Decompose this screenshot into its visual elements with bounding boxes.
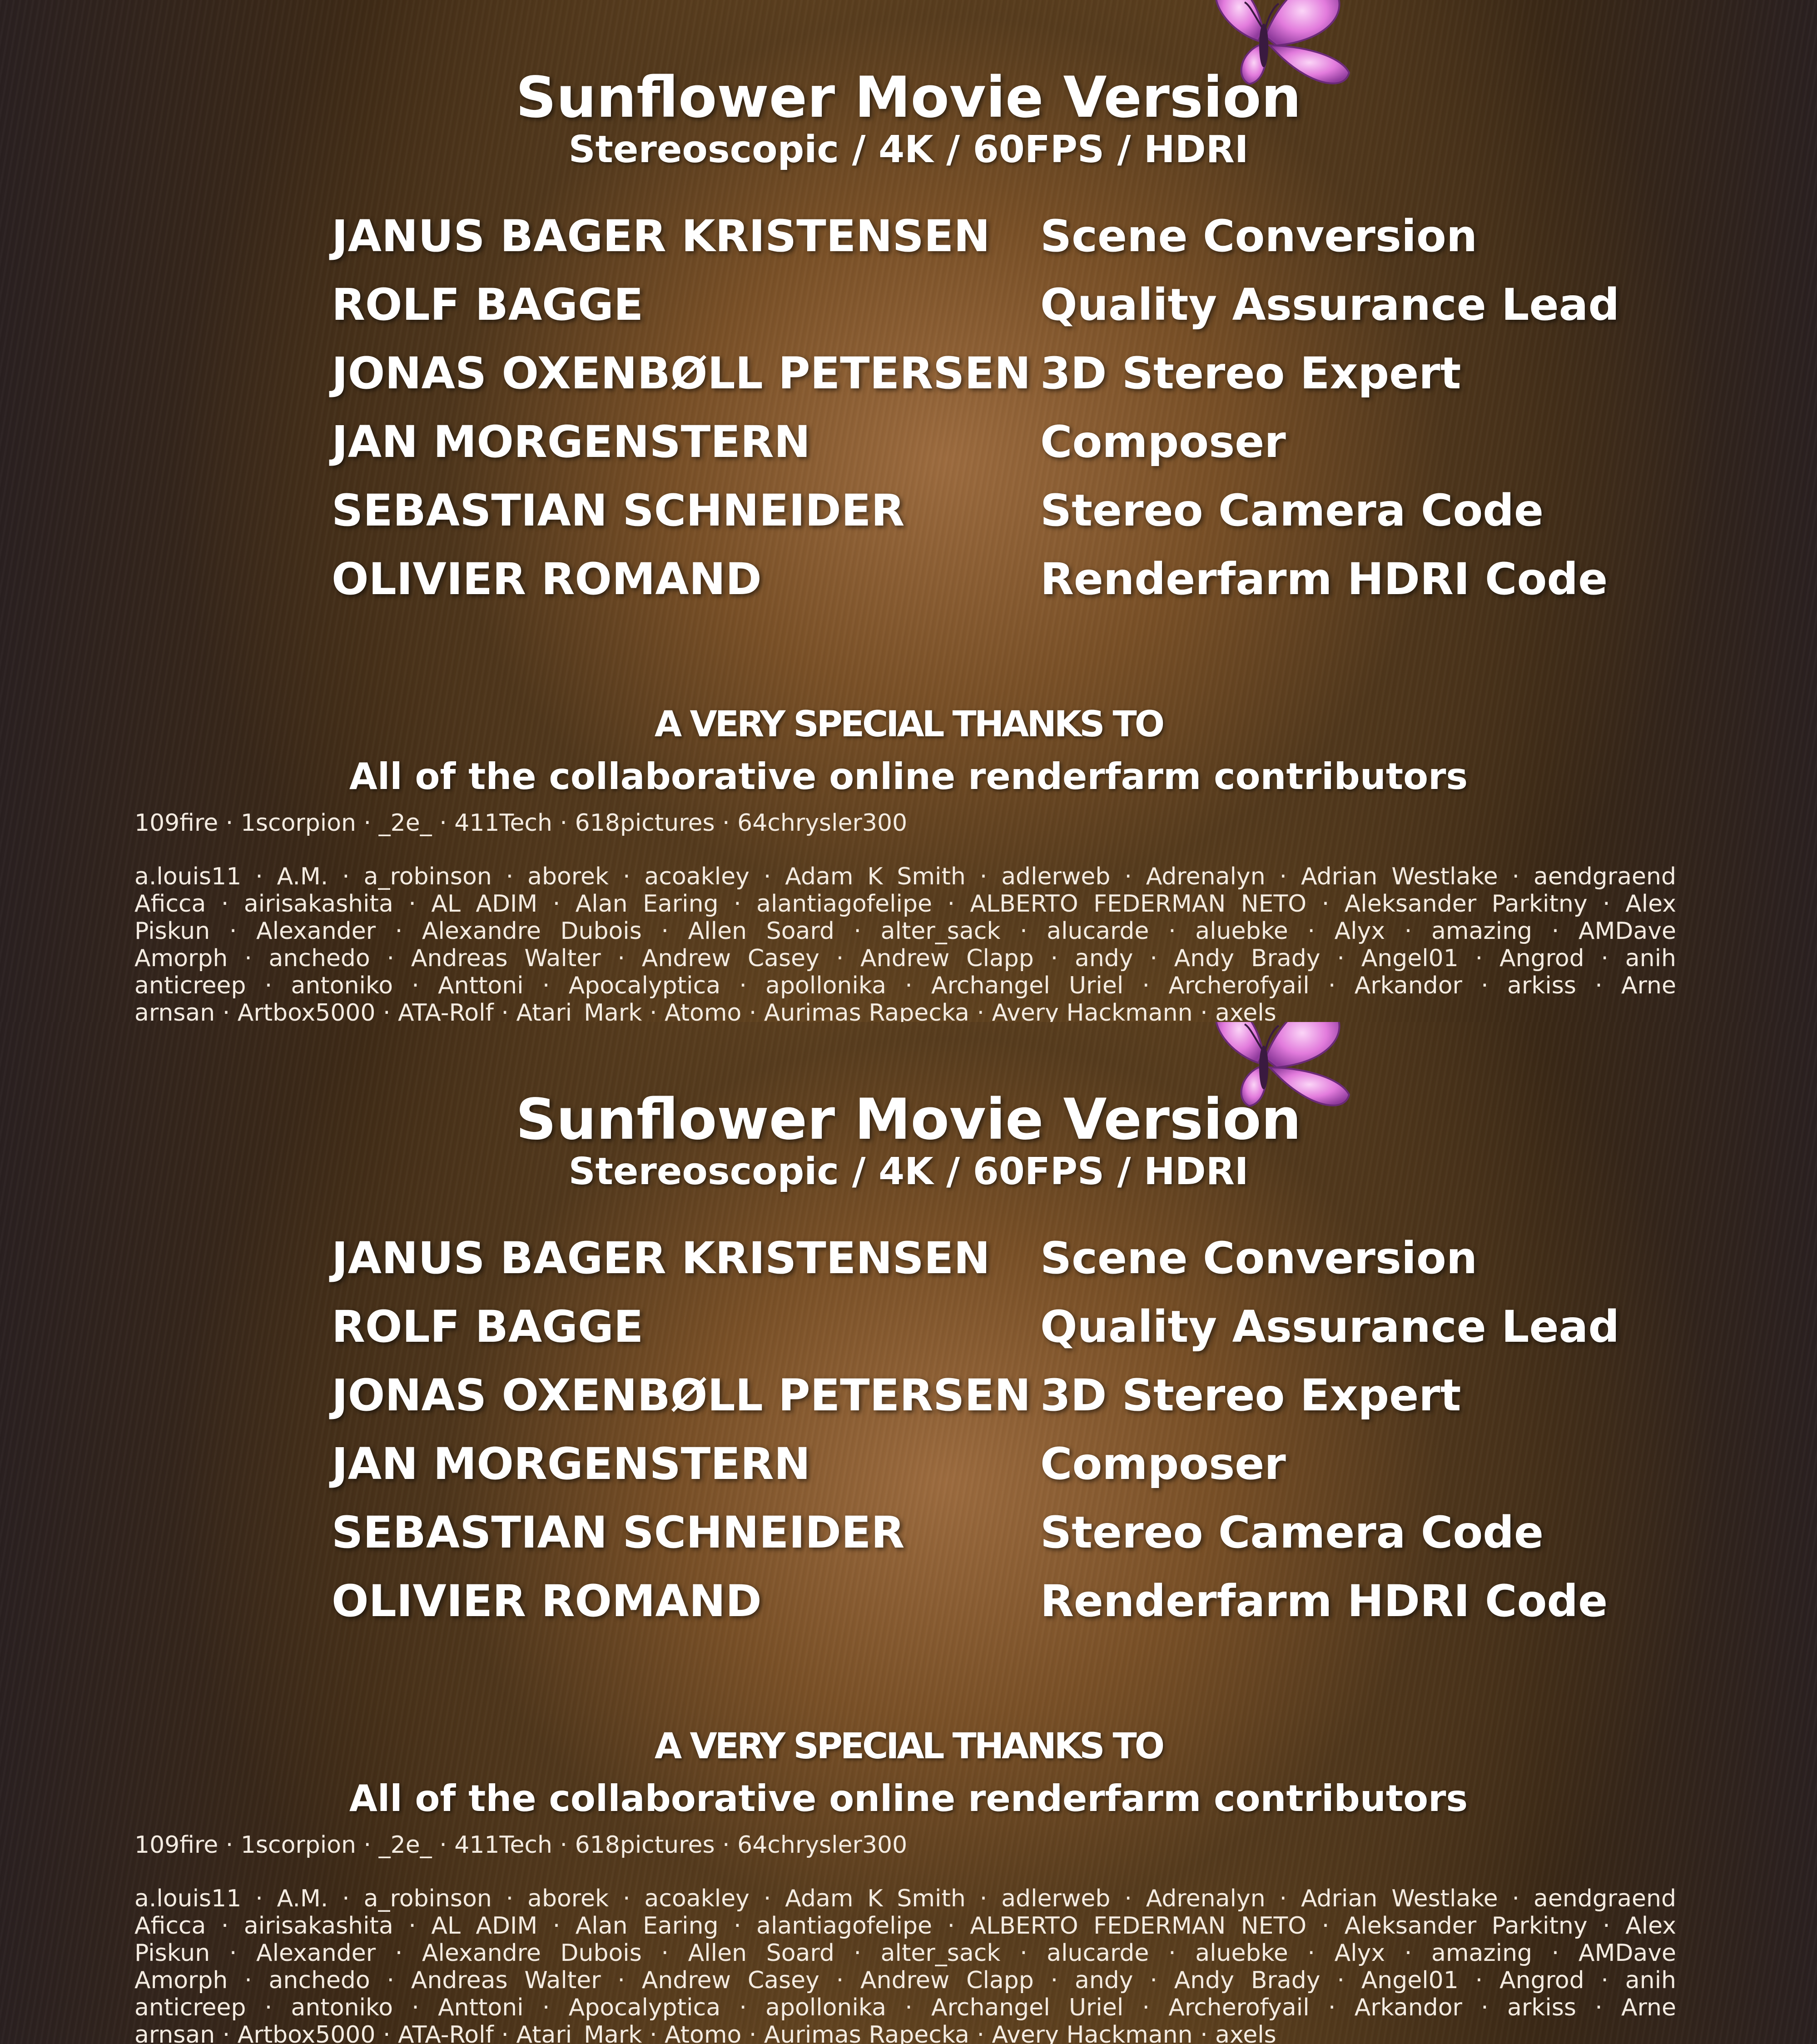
contributor-line: arnsan · Artbox5000 · ATA-Rolf · Atari_Mark · Atomo · Aurimas Rapecka · Avery Hackmann · axels	[134, 999, 1676, 1022]
contributor-line: Amorph · anchedo · Andreas Walter · Andrew Casey · Andrew Clapp · andy · Andy Brady · Angel01 · Angrod · anih	[134, 945, 1676, 972]
thanks-subheading: All of the collaborative online renderfarm contributors	[0, 752, 1817, 802]
contributors-numeric: 109fire · 1scorpion · _2e_ · 411Tech · 618pictures · 64chrysler300	[134, 809, 1679, 838]
credit-role: Quality Assurance Lead	[1040, 273, 1619, 337]
credit-name: OLIVIER ROMAND	[332, 1569, 762, 1633]
subtitle: Stereoscopic / 4K / 60FPS / HDRI	[0, 125, 1817, 175]
credit-name: SEBASTIAN SCHNEIDER	[332, 479, 904, 542]
contributor-line: anticreep · antoniko · Anttoni · Apocalyptica · apollonika · Archangel Uriel · Archerofyail · Arkandor · arkiss · Arne	[134, 1994, 1676, 2021]
credit-name: JAN MORGENSTERN	[332, 410, 810, 474]
credit-role: Composer	[1040, 410, 1286, 474]
credit-role: Quality Assurance Lead	[1040, 1295, 1619, 1359]
contributor-line: Aficca · airisakashita · AL ADIM · Alan Earing · alantiagofelipe · ALBERTO FEDERMAN NETO · Aleksander Parkitny · Alex	[134, 890, 1676, 918]
contributor-line: Piskun · Alexander · Alexandre Dubois · Allen Soard · alter_sack · alucarde · aluebke · Alyx · amazing · AMDave	[134, 1940, 1676, 1967]
contributor-line: arnsan · Artbox5000 · ATA-Rolf · Atari_Mark · Atomo · Aurimas Rapecka · Avery Hackmann · axels	[134, 2021, 1676, 2044]
contributor-line: Amorph · anchedo · Andreas Walter · Andrew Casey · Andrew Clapp · andy · Andy Brady · Angel01 · Angrod · anih	[134, 1967, 1676, 1994]
subtitle: Stereoscopic / 4K / 60FPS / HDRI	[0, 1147, 1817, 1197]
credit-role: Scene Conversion	[1040, 1226, 1477, 1290]
credit-role: 3D Stereo Expert	[1040, 342, 1461, 405]
credit-name: JAN MORGENSTERN	[332, 1432, 810, 1496]
thanks-subheading: All of the collaborative online renderfarm contributors	[0, 1774, 1817, 1824]
credit-name: JANUS BAGER KRISTENSEN	[332, 204, 990, 268]
credit-name: JONAS OXENBØLL PETERSEN	[332, 342, 1031, 405]
page-title: Sunflower Movie Version	[0, 1086, 1817, 1154]
page-title: Sunflower Movie Version	[0, 64, 1817, 132]
credit-name: OLIVIER ROMAND	[332, 547, 762, 611]
credit-name: ROLF BAGGE	[332, 273, 643, 337]
credit-role: Stereo Camera Code	[1040, 479, 1544, 542]
credit-role: Renderfarm HDRI Code	[1040, 1569, 1608, 1633]
contributor-line: a.louis11 · A.M. · a_robinson · aborek · acoakley · Adam K Smith · adlerweb · Adrenalyn · Adrian Westlake · aendgraend	[134, 1885, 1676, 1912]
thanks-heading: A VERY SPECIAL THANKS TO	[0, 700, 1817, 749]
credit-role: Stereo Camera Code	[1040, 1501, 1544, 1564]
contributor-line: Aficca · airisakashita · AL ADIM · Alan Earing · alantiagofelipe · ALBERTO FEDERMAN NETO · Aleksander Parkitny · Alex	[134, 1912, 1676, 1940]
credit-role: Renderfarm HDRI Code	[1040, 547, 1608, 611]
thanks-heading: A VERY SPECIAL THANKS TO	[0, 1722, 1817, 1771]
contributor-line: Piskun · Alexander · Alexandre Dubois · Allen Soard · alter_sack · alucarde · aluebke · Alyx · amazing · AMDave	[134, 918, 1676, 945]
credit-role: 3D Stereo Expert	[1040, 1364, 1461, 1427]
contributors-numeric: 109fire · 1scorpion · _2e_ · 411Tech · 618pictures · 64chrysler300	[134, 1831, 1679, 1860]
credit-role: Scene Conversion	[1040, 204, 1477, 268]
credit-role: Composer	[1040, 1432, 1286, 1496]
contributor-line: anticreep · antoniko · Anttoni · Apocalyptica · apollonika · Archangel Uriel · Archerofyail · Arkandor · arkiss · Arne	[134, 972, 1676, 999]
credit-name: SEBASTIAN SCHNEIDER	[332, 1501, 904, 1564]
credit-name: JANUS BAGER KRISTENSEN	[332, 1226, 990, 1290]
contributor-line: a.louis11 · A.M. · a_robinson · aborek · acoakley · Adam K Smith · adlerweb · Adrenalyn · Adrian Westlake · aendgraend	[134, 863, 1676, 890]
credit-name: ROLF BAGGE	[332, 1295, 643, 1359]
credit-name: JONAS OXENBØLL PETERSEN	[332, 1364, 1031, 1427]
